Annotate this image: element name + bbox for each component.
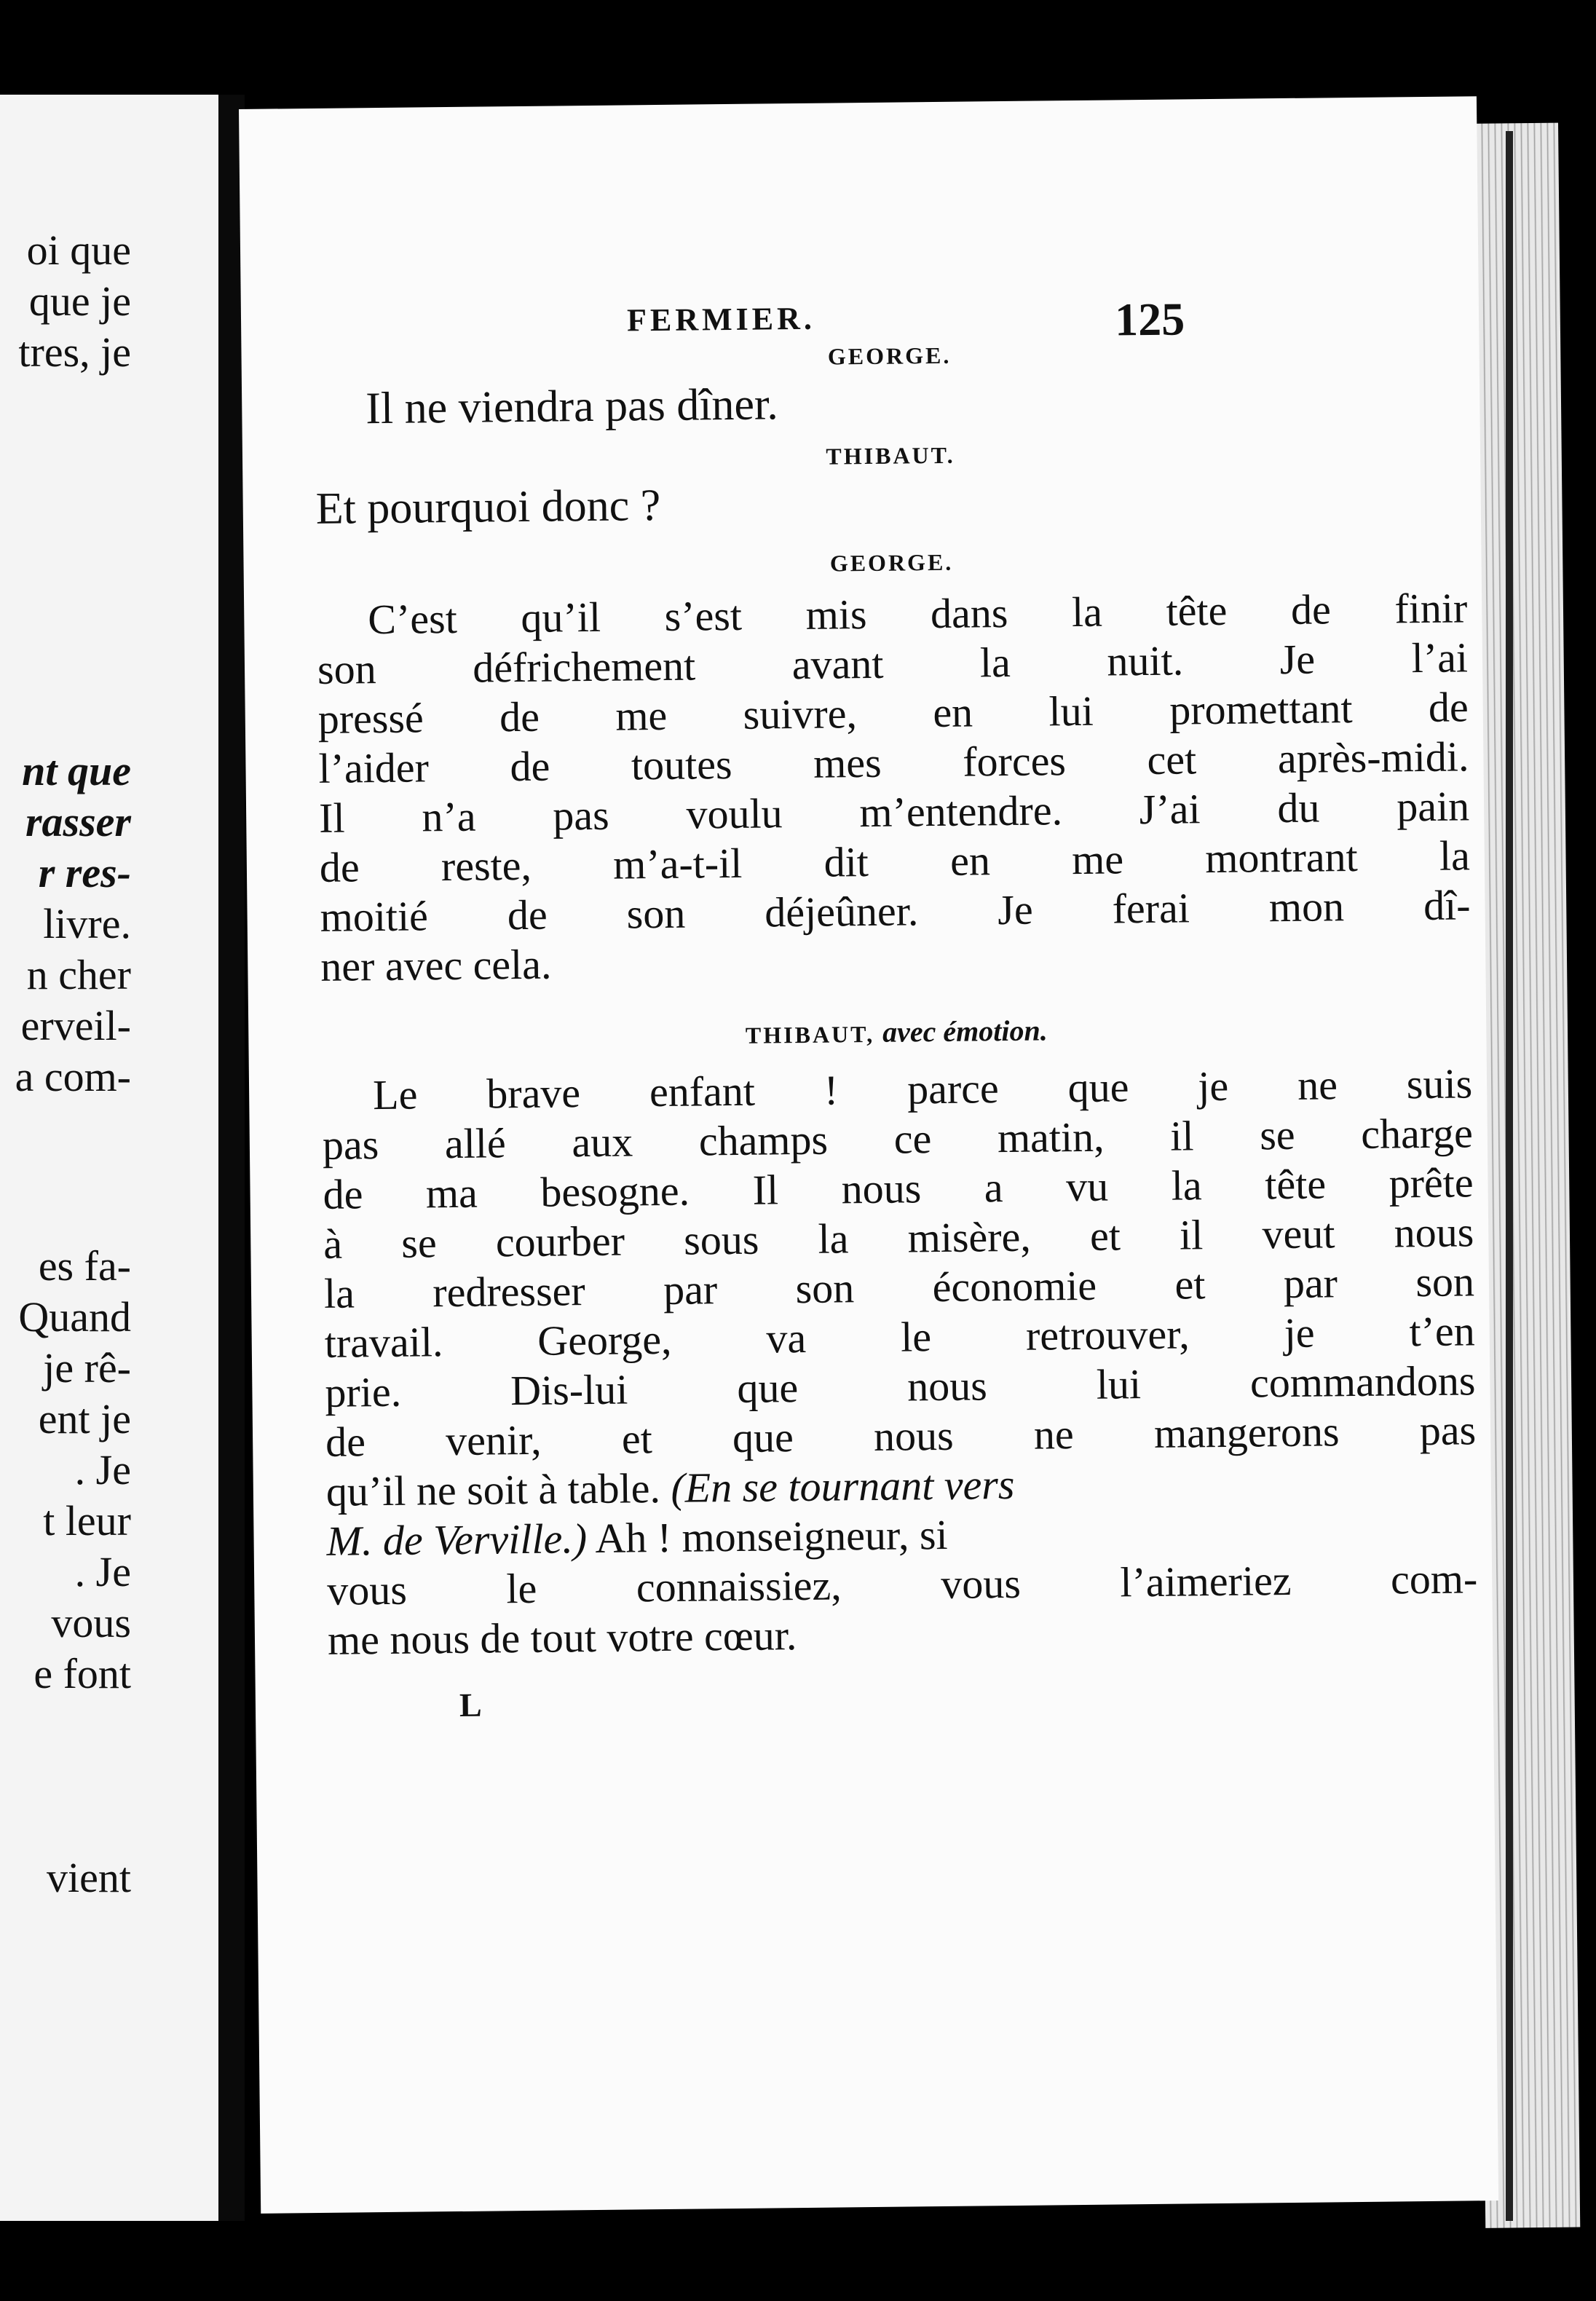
book-page xyxy=(239,96,1498,2214)
dialogue-line: son défrichement avant la nuit. Je l’ai xyxy=(317,634,1469,693)
dialogue-line: de venir, et que nous ne mangerons pas xyxy=(325,1406,1477,1466)
running-head: FERMIER. xyxy=(626,300,816,339)
page-body xyxy=(314,285,1480,1759)
left-line: a com- xyxy=(15,1053,131,1100)
left-line: nt que xyxy=(22,747,131,794)
page-number: 125 xyxy=(1114,293,1185,346)
dialogue-line: à se courber sous la misère, et il veut nous xyxy=(323,1208,1474,1268)
left-line: livre. xyxy=(43,900,131,947)
dialogue-text: Ah ! monseigneur, si xyxy=(595,1510,948,1562)
left-line: ent je xyxy=(38,1395,131,1442)
dialogue-line: Il n’a pas voulu m’entendre. J’ai du pain xyxy=(318,782,1470,842)
dialogue-text: qu’il ne soit à table. xyxy=(325,1464,661,1515)
speaker-name: GEORGE. xyxy=(829,548,954,577)
dialogue-line: de reste, m’a-t-il dit en me montrant la xyxy=(319,832,1471,891)
dialogue-line: travail. George, va le retrouver, je t’en xyxy=(324,1307,1476,1367)
dialogue-line: ner avec cela. xyxy=(320,940,552,990)
left-line: Quand xyxy=(18,1293,131,1341)
dialogue-line: la redresser par son économie et par son xyxy=(323,1258,1475,1317)
dialogue-line: prie. Dis-lui que nous lui commandons xyxy=(325,1357,1476,1416)
dialogue-line: moitié de son déjeûner. Je ferai mon dî- xyxy=(320,881,1471,941)
dialogue-line: l’aider de toutes mes forces cet après-midi. xyxy=(318,733,1469,792)
stage-direction: M. de Verville.) xyxy=(326,1515,588,1565)
dialogue-line: pressé de me suivre, en lui promettant de xyxy=(317,683,1469,743)
dialogue-line: pas allé aux champs ce matin, il se charge xyxy=(322,1109,1474,1169)
speaker-name: THIBAUT. xyxy=(826,441,955,470)
left-line: . Je xyxy=(74,1446,131,1493)
dialogue-line: vous le connaissiez, vous l’aimeriez com- xyxy=(326,1555,1478,1614)
left-line: tres, je xyxy=(18,328,131,376)
left-line: t leur xyxy=(43,1497,131,1544)
dialogue-line: Le brave enfant ! parce que je ne suis xyxy=(372,1059,1473,1119)
dialogue-line: de ma besogne. Il nous a vu la tête prête xyxy=(323,1159,1474,1218)
left-line: r res- xyxy=(38,849,131,896)
speaker-name: THIBAUT, xyxy=(745,1020,875,1049)
left-line: oi que xyxy=(26,226,131,274)
left-line: erveil- xyxy=(20,1002,131,1049)
dialogue-line: me nous de tout votre cœur. xyxy=(327,1611,797,1664)
left-line: je rê- xyxy=(43,1344,131,1392)
left-line: rasser xyxy=(25,798,131,845)
left-line: n cher xyxy=(26,951,131,998)
left-line: . Je xyxy=(74,1548,131,1595)
left-line: es fa- xyxy=(38,1242,131,1290)
stage-direction: avec émotion. xyxy=(882,1014,1048,1049)
book-gutter xyxy=(218,95,245,2221)
dialogue-line: C’est qu’il s’est mis dans la tête de finir xyxy=(368,584,1468,644)
dialogue-line: Il ne viendra pas dîner. xyxy=(365,379,779,434)
signature-mark: L xyxy=(459,1686,482,1724)
dialogue-line: Et pourquoi donc ? xyxy=(315,480,661,534)
left-line: vient xyxy=(47,1854,131,1901)
left-line: e font xyxy=(33,1650,131,1697)
speaker-name: GEORGE. xyxy=(827,342,952,370)
left-line: que je xyxy=(28,277,131,325)
stage-direction: (En se tournant vers xyxy=(671,1460,1015,1512)
left-line: vous xyxy=(51,1599,131,1646)
facing-page-left xyxy=(0,95,218,2221)
page-edge-shadow xyxy=(1506,131,1513,2221)
